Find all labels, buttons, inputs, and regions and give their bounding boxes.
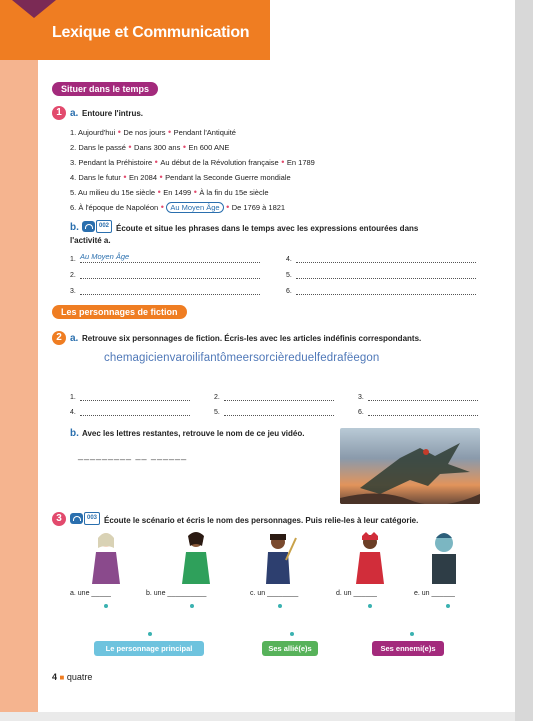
time-expression[interactable]: De 1769 à 1821 [231,203,286,212]
character-blank[interactable]: c. un ________ [250,590,299,597]
line-number: 4. [70,173,77,182]
section-pill-personnages: Les personnages de fiction [52,305,187,319]
dragon-illustration [340,428,480,504]
answer-line[interactable] [286,270,476,279]
letter-string: chemagicienvaroilifantômeersorcièreduelfedrafëegon [104,352,380,364]
answer-blank[interactable] [296,270,476,279]
category-label[interactable]: Le personnage principal [94,641,204,656]
magician-icon [262,530,298,586]
queen-icon [352,530,388,586]
bullet-icon: • [125,142,135,152]
line-number: 5. [70,188,77,197]
answer-line[interactable] [286,286,476,295]
instruction-2b: Avec les lettres restantes, retrouve le nom de ce jeu vidéo. [82,429,305,438]
answer-number: 1. [70,394,76,401]
answer-line[interactable] [214,392,334,401]
answer-blank[interactable] [296,254,476,263]
answer-number: 2. [214,394,220,401]
time-expression[interactable]: Pendant la Seconde Guerre mondiale [165,173,291,182]
answer-number: 2. [70,272,76,279]
link-dot[interactable] [190,604,194,608]
category-label[interactable]: Ses ennemi(e)s [372,641,444,656]
time-expression[interactable]: En 1789 [286,158,315,167]
bullet-icon: • [155,187,164,197]
time-expression[interactable]: Dans le futur [78,173,121,182]
handwritten-answer-1: Au Moyen Âge [80,252,130,261]
bullet-icon: • [120,172,130,182]
answer-number: 4. [70,409,76,416]
bullet-icon: • [223,202,232,212]
link-dot[interactable] [410,632,414,636]
video-game-dashes: _________ __ ______ [78,450,188,460]
character-blank[interactable]: a. une _____ [70,590,111,597]
intrus-line [70,142,229,152]
fairy-icon [178,530,214,586]
bullet-icon: • [278,157,287,167]
instruction-3: Écoute le scénario et écris le nom des personnages. Puis relie-les à leur catégorie. [104,516,419,525]
monster-icon [426,530,462,586]
part-letter-a: a. [70,108,79,119]
answer-line[interactable] [286,254,476,263]
bullet-icon: • [191,187,200,197]
instruction-1b-line2: l'activité a. [70,236,111,245]
answer-number: 3. [70,288,76,295]
bullet-icon: • [180,142,189,152]
character-blank[interactable]: b. une __________ [146,590,207,597]
answer-line[interactable] [358,407,478,416]
section-pill-situer: Situer dans le temps [52,82,158,96]
time-expression[interactable]: Pendant l'Antiquité [173,128,236,137]
time-expression[interactable]: Aujourd'hui [77,128,116,137]
intrus-line [70,127,236,137]
bullet-icon: • [115,127,124,137]
answer-blank[interactable] [224,392,334,401]
bullet-icon: • [152,157,161,167]
answer-blank[interactable] [80,286,260,295]
intrus-line [70,202,285,212]
intrus-line [70,187,269,197]
footer-square-icon: ■ [59,673,65,682]
time-expression[interactable]: Dans le passé [78,143,126,152]
page-word: quatre [66,672,93,682]
answer-number: 3. [358,394,364,401]
right-shadow [515,0,533,721]
time-expression[interactable]: Au Moyen Âge [166,202,223,213]
time-expression[interactable]: Dans 300 ans [134,143,181,152]
audio-track-002: 002 [96,220,112,233]
audio-icon[interactable] [82,221,95,232]
time-expression[interactable]: Au début de la Révolution française [160,158,279,167]
dragon-icon [340,428,480,504]
intrus-line [70,157,315,167]
princess-icon [88,530,124,586]
answer-blank[interactable] [368,407,478,416]
instruction-1a: Entoure l'intrus. [82,109,144,118]
page-number: 4 [52,672,58,682]
answer-blank[interactable] [224,407,334,416]
answer-line[interactable] [70,286,260,295]
exercise-number-2: 2 [52,331,66,345]
line-number: 1. [70,128,77,137]
answer-number: 4. [286,256,292,263]
line-number: 3. [70,158,77,167]
part-letter-b: b. [70,222,79,233]
character-blank[interactable]: d. un ______ [336,590,377,597]
bullet-icon: • [158,202,167,212]
bullet-icon: • [165,127,174,137]
answer-blank[interactable] [368,392,478,401]
time-expression[interactable]: En 1499 [163,188,192,197]
part-letter-2a: a. [70,333,79,344]
answer-number: 1. [70,256,76,263]
answer-blank[interactable] [296,286,476,295]
answer-line[interactable] [214,407,334,416]
answer-number: 5. [214,409,220,416]
time-expression[interactable]: Au milieu du 15e siècle [77,188,156,197]
link-dot[interactable] [368,604,372,608]
time-expression[interactable]: À la fin du 15e siècle [199,188,269,197]
link-dot[interactable] [278,604,282,608]
line-number: 6. [70,203,77,212]
part-letter-2b: b. [70,428,79,439]
link-dot[interactable] [446,604,450,608]
answer-line[interactable] [70,407,190,416]
answer-blank[interactable] [80,270,260,279]
exercise-number-3: 3 [52,512,66,526]
answer-number: 6. [358,409,364,416]
time-expression[interactable]: Pendant la Préhistoire [78,158,153,167]
link-dot[interactable] [148,632,152,636]
instruction-1b-line1: Écoute et situe les phrases dans le temps avec les expressions entourées dans [116,224,419,233]
answer-number: 5. [286,272,292,279]
answer-line[interactable] [70,270,260,279]
time-expression[interactable]: En 2084 [129,173,157,182]
answer-line[interactable] [70,392,190,401]
line-number: 2. [70,143,77,152]
answer-blank[interactable] [80,392,190,401]
answer-number: 6. [286,288,292,295]
left-color-band [0,0,38,712]
page-title: Lexique et Communication [52,24,250,41]
character-blank[interactable]: e. un ______ [414,590,455,597]
link-dot[interactable] [104,604,108,608]
answer-line[interactable] [358,392,478,401]
page-footer [52,672,92,682]
header-triangle [12,0,56,18]
audio-track-003: 003 [84,512,100,525]
category-label[interactable]: Ses allié(e)s [262,641,318,656]
bullet-icon: • [157,172,166,182]
link-dot[interactable] [290,632,294,636]
time-expression[interactable]: En 600 ANE [188,143,230,152]
exercise-number-1: 1 [52,106,66,120]
time-expression[interactable]: À l'époque de Napoléon [78,203,159,212]
instruction-2a: Retrouve six personnages de fiction. Écris-les avec les articles indéfinis correspondants. [82,334,422,343]
answer-blank[interactable] [80,407,190,416]
audio-icon-3[interactable] [70,513,83,524]
intrus-line [70,172,291,182]
time-expression[interactable]: De nos jours [123,128,166,137]
